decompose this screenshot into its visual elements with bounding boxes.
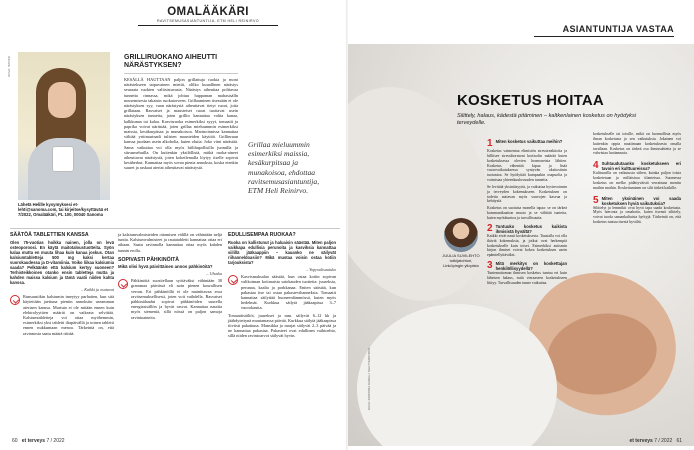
divider	[124, 73, 238, 74]
q1-answer-3: Kosketus on suotuisa monella tapaa: se on tärkeä kommunikaation muoto ja se välittää tunteita, kuten myötätuntoa ja turvallisuutta.	[487, 206, 567, 220]
expert-avatar	[444, 218, 478, 252]
expert-photo	[18, 52, 110, 200]
expert-caption	[18, 202, 110, 218]
issue-left: 7 / 2022	[46, 438, 65, 444]
q5-number: 5	[593, 194, 599, 206]
right-footer	[629, 438, 682, 444]
q2-title: SÄÄTÖÄ TABLETTIEN KANSSA	[10, 232, 89, 238]
q2-number: 2	[487, 222, 493, 234]
q4-question: Ruoka on kallistunut ja haluaisin säästää. Miten paljon vaikkapa edullisia perunoita ja kasviksia kannattaa siilillä jääkaappiin – kauanko ne säilyvät riihanneldoasiin? Mikä mustaa voisin ostaa kotiin tarjouksista?	[228, 240, 336, 266]
q4-answer: Kulttuurilla on vaikutusta siihen, kuinka paljon toisia kosketetaan ja millaisissa tilanteissa. Suomessa kosketus on melko pidättyväistä verrattuna moniin muihin maihin. Koskettaminen on silti tärkeä kaikille.	[593, 171, 681, 190]
q3-number: 3	[487, 260, 493, 272]
right-header	[534, 24, 674, 37]
q1-number: 1	[487, 138, 493, 149]
q2-question: Tuntuuko kosketus kaikista ihmisistä hyvältä?	[495, 223, 567, 234]
q3-signature: – Uhuska	[206, 271, 222, 277]
q3-heading	[487, 261, 567, 271]
issue-right: 7 / 2022	[654, 438, 673, 444]
article-title: KOSKETUS HOITAA	[457, 92, 604, 109]
photo-credit-right: KUVA: KRISTIINA KARHU / SHUTTERSTOCK	[367, 347, 371, 410]
magazine-name-left: et terveys	[21, 438, 46, 444]
page-number-right: 61	[676, 438, 682, 444]
col2-intro: kosketukselle tai toisille, mikä on luonnollista myös ilman kosketusta ja sen vaikutuksia. Jokainen voi kuitenkin oppia nauttimaan kosketuksesta omalla tavallaan. Kosketus on tärkeä osa ihmissuhteita ja se vahvistaa luottamusta.	[593, 132, 681, 156]
q4-answer-text: Kasvismaksalaa säästää, kun ostaa kotiin sopivan valikoiman kotimaista satokauden tuotteita: juureksia, perunaa, kaalia ja porkkanaa. Eniten säästää, kun pakastaa itse tai ostaa pakastevihanneksia. Tomaatit kannattaa säilyttää huoneenlämmössä, kuten myös hedelmät. Kurkkua säilytä jääkaapissa 3–7 vuorokautta.	[241, 274, 336, 311]
column-title: OMALÄÄKÄRI	[167, 6, 249, 18]
article-header	[457, 92, 657, 127]
q3-answer	[118, 278, 222, 320]
page-number-left: 60	[12, 438, 18, 444]
right-page	[347, 0, 694, 450]
q1-answer: Kosketus vaimentaa elimistön stressireaktioita ja hillitsee stressihormoni kortisolin määrää kuten kosketuksessa olevien hormoneista lähtien. Kosketus vähentää kipua ja lisää vuorovaikutuksessa syntyvän oksitosiinin tuotantoa. Se hyödyttää kumpaakin osapuolta ja voimistaa yhteenkuuluvuuden tunnetta.	[487, 149, 567, 183]
q4-answer-text-2: Tomaattisäiliöt, juurekset ja mm. säilyvät 6–12 kk ja jäähdytettynä muutamassa päivää. Kurkkua säilytä jääkaapissa tiiviisti pakattuna. Mansikka ja marjat säilyvät 2–3 päivää ja ne kannattaa pakastaa. Pakasteet ovat edullinen vaihtoehto, sillä niiden ravintoarvot säilyvät hyvin.	[228, 312, 336, 339]
q1-question: Miten kosketus vaikuttaa meihin?	[495, 139, 563, 144]
spine-gutter	[346, 0, 348, 450]
q5-answer: Silittelyt ja lemmikit ovat hyvä tapa saada kosketusta. Myös hieronta ja omahoito, kuten itsensä silittely, voivat tuoda samankaltaisia hyötyjä. Tärkeintä on, että kosketus tuntuu itsestä hyvältä.	[593, 205, 681, 225]
q4-heading	[593, 161, 681, 171]
q2-answer	[10, 294, 114, 336]
expert-name: JUULIA SUVILEHTO tutkijatohtori, Linköpingin yliopisto	[442, 253, 480, 268]
q2-heading	[487, 224, 567, 234]
q2-section	[10, 232, 114, 336]
magazine-name-right: et terveys	[629, 438, 653, 444]
check-icon	[228, 275, 238, 285]
header-rule	[138, 25, 278, 26]
photo-credit-left: KUVA: ISTOCK	[7, 56, 11, 77]
pull-quote: Grillaa mieluummin esimerkiksi maissia, kesäkurpitsaa ja munakoisoa, ehdottaa ravitsemusasiantuntija, ETM Heli Reinirvo.	[248, 140, 320, 196]
q2-signature: – Kaikki ja osatavat	[81, 287, 114, 293]
q2-question: Olen 75-vuotias hoikka nainen, jolla on levä osteoporoosi. En käytä maitotaloustuotteita. Syön kalaa mutta en muuta lihaa kuin kanaa joskus. Otan kalsiumtabletteja 500 mg kaksi kertaa vuorokaudessa ja D-vitamiinia. Voiko liikaa kalsiumia saada? Pelkäänkö että kalsium kertyy suoneen? Terhisteikkoinen otanko ensin tabletteja mutta ja kahden maissa kalsium ja tämä vaatii niiden kahta kanssa.	[10, 240, 114, 286]
left-header	[138, 6, 278, 26]
article-column-1	[487, 136, 567, 286]
check-icon	[10, 295, 20, 305]
q4-section	[228, 232, 336, 339]
q4-title: EDULLISEMPAA RUOKAA?	[228, 232, 296, 238]
article-lead: Silittely, halaus, kädestä pitäminen – kaltkenlainen kosketus on hyödyksi terveydelle.	[457, 113, 636, 126]
q2-answer: Kaikki eivät nauti kosketuksesta. Taustalla voi olla ikäviä kokemuksia, ja jotkut ovat herkempiä kosketukselle kuin toiset. Esimerkiksi autismin kirjon ihmiset voivat kokea kosketuksen usein epämiellyttäväksi.	[487, 233, 567, 258]
article-column-2	[593, 132, 681, 225]
q4-answer	[228, 274, 336, 310]
q3-continued: ja kalsiumvalmisteiden ottamisen välillä on vähintään neljä tuntia. Kalsiumvalmisteet ja rautatabletit kannattaa ottaa eri aikaan. Saatu ravinnolla kannattaa ottaa myös kahden tunnin erolla.	[118, 232, 222, 253]
q4-number: 4	[593, 160, 599, 172]
check-icon	[118, 279, 128, 289]
q2-answer-text: Runsaastikin kalsiumin imeytyy parhaiten, kun sitä käytettään jaettuna pieniin annoksiin useamman ateriaen kanssa. Murtuta ei ole mitään ennen kuin elektrolyyttien määrät on vaikeata selvittää. Kalsiumtabletteja voi ottaa myöhemmin, esimerkiksi yksi tabletti iltapäivällä ja toinen tabletti ennen nukkumaan menoa. Tärkeintä on, että ravinnosta saatu määrä riittää.	[23, 294, 114, 336]
q3-section	[118, 232, 222, 320]
q1-body: KESÄLLÄ HAUTTAAN paljon grillattuja ruokia ja moni närästekseen taipuvainen miettii, olilko kuuallinen närästys seuraata ruokien valitsistuvasta. Närästys aiheuttaa polttavaa tunnetta rinnassa, mikä johtuu happaman mahasisälln nousemisesta takaisin ruokatorveen. Grillaaminen itsessään ei ole närästyksen syy, vaan närästystä aiheuttavat tietyt ruoat, joita grillataan. Rasvaiset ja mausteiset ruoat tuottavat usein närästyksen tunnetta, joten grillin kannattaa valita kanaa, kalkkunaa tai kalaa. Kasvisruoka esimerkiksi syyyt, tomaatit ja paprika voivat närästää, joten grillaa mieluummin esimerkiksi maissia, kesäkurpitsaa ja munakoisoa. Marinoinnissa kannattaa välttää yrttimarinadi tulisten mausteiden käyttöä. Grillinruan kanssa juodaan usein alkoholia, kuten olutta. Joko viini närästää. Sama vaikuttaa voi olla myös hiilihapollisilla juomilla ja sitrusmehuilla. On kuitenkin yksilöllistä, mitkä ruoka-aineet aiheuttavat närästystä, joten kokeilemalla löytyy itselle sopivat kesäherkut. Kannattaa myös sovaa pienia annoksia, koska etenkin suuret ja raskaat ateriat aiheuttavat närästystä.	[124, 77, 238, 171]
q1-section	[124, 54, 238, 171]
q1-heading	[487, 139, 567, 149]
section-divider	[10, 228, 340, 229]
q4-question: Suhtaudutaanko kosketukseen eri tavoin eri kulttuureissa?	[601, 161, 681, 172]
q1-title: GRILLIRUOKANO AIHEUTTI NÄRÄSTYKSEN?	[124, 54, 218, 69]
section-title: ASIANTUNTIJA VASTAA	[562, 24, 674, 34]
q1-answer-2: Se levittää yksinäisyyttä, ja vaikuttaa hyvinvoinnin ja terveyden kokemukseen. Kosketuksen on todettu auttavan myös vauvojen kasvua ja kehitystä.	[487, 184, 567, 204]
expert-badge	[441, 218, 481, 268]
q3-question: Mikä olisi hyvä päivittäinen annos pähkinöitä?	[118, 263, 213, 269]
left-footer	[12, 438, 65, 444]
q3-answer-text: Pähkinöitä suositellaan syötäväksi vähintään 30 grammaa päivässä eli noin pienen kourallisen verran. Eri pähkinöillä ei ole mainittavaa eroa ravitsemuksellisesti, joten voit vaihdella. Rasvaiset pähkinälaadut sopivat pähkinöiden suurella energiasisällön ja hyvät rasvat. Kannattaa nauttia myös siemeniä, sillä niissä on paljon samoja ravintoaineita.	[131, 278, 222, 320]
q3-question: Mitä merkitys on koskettajan henkilöllisyydellä?	[495, 261, 567, 272]
expert-caption-text: Lähetä Helille kysymyksesi et-lehti@sanoma.com, tai kirjeitse/kysyttävää et 7/2022, Omalääkäri, PL 100, 00040 Sanoma	[18, 202, 108, 218]
q3-title: SOPIVASTI PÄHKINÖITÄ	[118, 256, 180, 263]
q5-question: Miten yksinäinen voi saada kosketuksen hyviä vaikutuksia?	[601, 195, 681, 206]
header-rule	[534, 36, 674, 37]
q3-answer: Tuntemattoman ihmisen kosketus tuntuu eri kuin läheisen halaus, mitä vieraaseen kosketukseen liittyy. Turvallisuuden tunne vaikuttaa.	[487, 271, 567, 285]
column-subtitle: RAVITSEMUSASIANTUNTIJA, ETM HELI REINIRVO	[157, 19, 259, 23]
q4-signature: – Yopyoulisautuko	[306, 267, 336, 273]
q5-heading	[593, 196, 681, 206]
